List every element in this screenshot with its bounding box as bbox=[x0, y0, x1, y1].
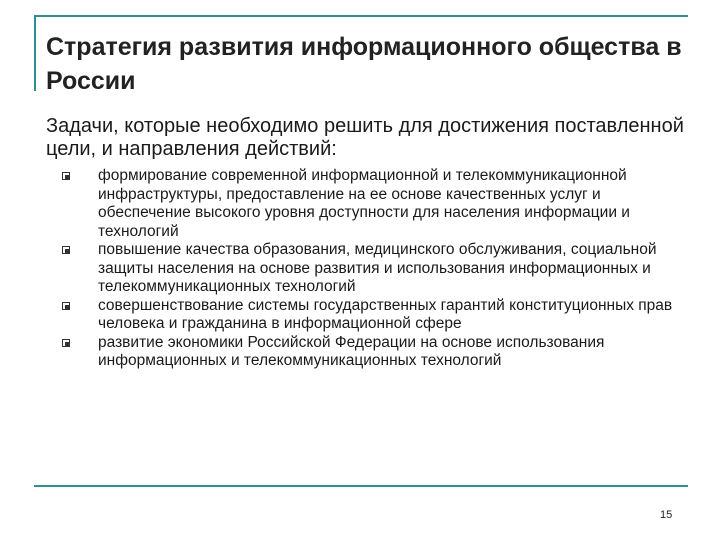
list-item-text: формирование современной информационной и телекоммуникационной инфраструктуры, предоставление на ее основе качественных услуг и обеспечение высокого уровня доступности для населения информации и технологий bbox=[98, 167, 630, 240]
task-list bbox=[62, 167, 682, 371]
left-border-line bbox=[34, 15, 36, 91]
slide-subtitle: Задачи, которые необходимо решить для достижения поставленной цели, и направления действий: bbox=[46, 115, 684, 160]
page-number: 15 bbox=[660, 509, 673, 521]
slide-title: Стратегия развития информационного общества в России bbox=[46, 33, 682, 95]
bottom-border-line bbox=[34, 485, 688, 487]
square-bullet-icon bbox=[62, 302, 70, 310]
list-item-text: совершенствование системы государственных гарантий конституционных прав человека и гражданина в информационной сфере bbox=[98, 296, 673, 332]
list-item bbox=[62, 167, 682, 241]
square-bullet-icon bbox=[62, 246, 70, 254]
list-item bbox=[62, 241, 682, 297]
square-bullet-icon bbox=[62, 339, 70, 347]
list-item-text: развитие экономики Российской Федерации на основе использования информационных и телекоммуникационных технологий bbox=[98, 333, 605, 369]
list-item bbox=[62, 334, 682, 371]
list-item-text: повышение качества образования, медицинского обслуживания, социальной защиты населения на основе развития и использования информационных и телекоммуникационных технологий bbox=[98, 241, 657, 295]
top-border-line bbox=[34, 15, 688, 17]
square-bullet-icon bbox=[62, 172, 70, 180]
list-item bbox=[62, 297, 682, 334]
